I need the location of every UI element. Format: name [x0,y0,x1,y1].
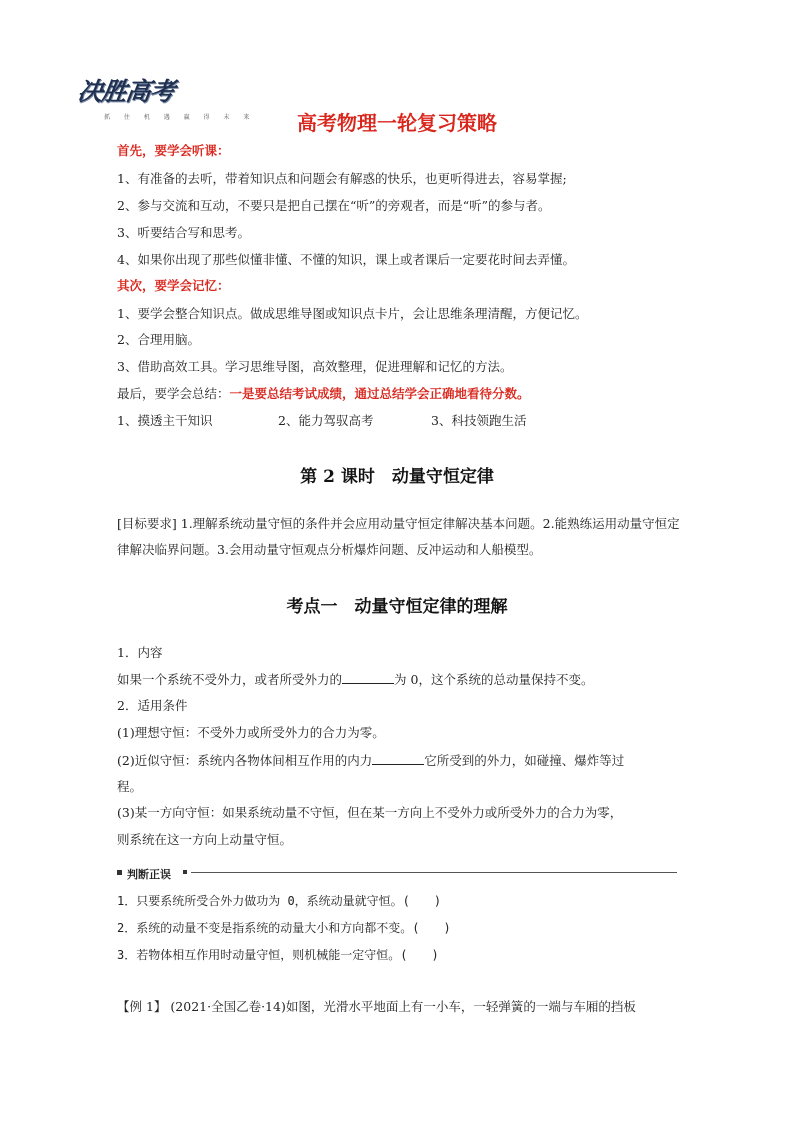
condition-2 [117,752,624,769]
section3-lead: 最后，要学会总结： [117,386,230,401]
lesson-title: 第 2 课时 动量守恒定律 [300,467,494,487]
section2-item: 1、要学会整合知识点。做成思维导图或知识点卡片，会让思维条理清醒，方便记忆。 [117,306,588,321]
fill-blank[interactable] [372,752,424,765]
content-paragraph-1 [117,671,593,688]
section3-col3: 3、科技领跑生活 [431,413,527,428]
condition-3: (3)某一方向守恒：如果系统动量不守恒，但在某一方向上不受外力或所受外力的合力为零， [117,805,623,820]
judge-item: 2．系统的动量不变是指系统的动量大小和方向都不变。( ) [117,921,451,935]
section1-item: 4、如果你出现了那些似懂非懂、不懂的知识，课上或者课后一定要花时间去弄懂。 [117,252,575,267]
section1-item: 1、有准备的去听，带着知识点和问题会有解惑的快乐，也更听得进去，容易掌握; [117,171,567,186]
section2-heading: 其次，要学会记忆： [117,278,230,293]
example-text: (2021·全国乙卷·14)如图，光滑水平地面上有一小车，一轻弹簧的一端与车厢的挡板 [166,999,636,1014]
judge-label: 判断正误 [127,868,171,881]
judge-item: 1．只要系统所受合外力做功为 0，系统动量就守恒。( ) [117,894,442,908]
condition-1: (1)理想守恒：不受外力或所受外力的合力为零。 [117,725,385,740]
content-p1a: 如果一个系统不受外力，或者所受外力的 [117,672,343,687]
section3-emphasis: 一是要总结考试成绩，通过总结学会正确地看待分数。 [229,386,530,401]
section1-heading: 首先，要学会听课： [117,143,230,158]
example-line [117,999,636,1015]
page-title: 高考物理一轮复习策略 [297,111,497,135]
square-icon [183,870,187,874]
section1-item: 2、参与交流和互动，不要只是把自己摆在“听”的旁观者，而是“听”的参与者。 [117,198,551,213]
content-heading-1: 1．内容 [117,645,163,660]
section2-item: 3、借助高效工具。学习思维导图，高效整理，促进理解和记忆的方法。 [117,359,513,374]
condition-2-cont: 程。 [117,779,143,794]
goal-text: 1.理解系统动量守恒的条件并会应用动量守恒定律解决基本问题。2.能熟练运用动量守恒定律解决临界问题。3.会用动量守恒观点分析爆炸问题、反冲运动和人船模型。 [117,516,680,557]
content-c2b: 它所受到的外力，如碰撞、爆炸等过 [424,753,625,768]
section-title: 考点一 动量守恒定律的理解 [286,597,508,617]
goal-paragraph [117,511,682,563]
square-icon [117,870,122,875]
section3-col1: 1、摸透主干知识 [117,413,213,428]
section2-item: 2、合理用脑。 [117,332,200,347]
content-heading-2: 2．适用条件 [117,698,188,713]
fill-blank[interactable] [342,671,394,684]
logo-subtitle: 抓 住 机 遇 赢 得 未 来 [104,114,256,121]
content-c2a: (2)近似守恒：系统内各物体间相互作用的内力 [117,753,373,768]
judge-item: 3．若物体相互作用时动量守恒，则机械能一定守恒。( ) [117,948,439,962]
judge-header [117,866,677,880]
goal-label: [目标要求] [117,516,177,531]
example-label: 【例 1】 [117,999,167,1014]
divider [191,872,677,873]
section3-col2: 2、能力驾驭高考 [278,413,374,428]
section3-line [117,386,530,402]
logo-text: 决胜高考 [75,77,176,106]
condition-3-cont: 则系统在这一方向上动量守恒。 [117,832,293,847]
content-p1b: 为 0，这个系统的总动量保持不变。 [394,672,594,687]
section1-item: 3、听要结合写和思考。 [117,225,250,240]
